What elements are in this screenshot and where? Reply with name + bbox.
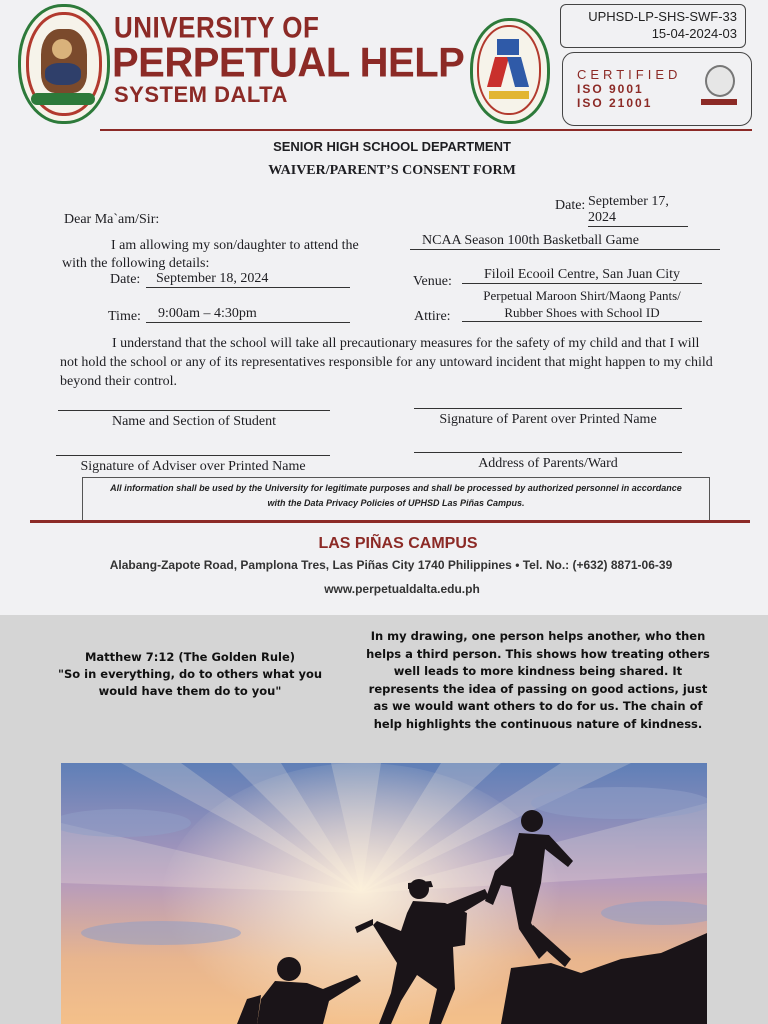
footer-divider (30, 520, 750, 523)
time-value: 9:00am – 4:30pm (146, 306, 350, 323)
department-heading: SENIOR HIGH SCHOOL DEPARTMENT (273, 139, 511, 154)
time-label: Time: (108, 309, 141, 324)
liability-statement: I understand that the school will take all precautionary measures for the safety of my child and that I will not hold the school or any of its representatives responsible for any untoward incident that might happen to my child beyond their control. (60, 336, 713, 389)
verse-title: Matthew 7:12 (The Golden Rule) (84, 650, 296, 664)
parent-signature-label: Signature of Parent over Printed Name (439, 412, 657, 427)
privacy-notice-box (82, 477, 710, 521)
attire-value-line1: Perpetual Maroon Shirt/Maong Pants/ (483, 288, 681, 303)
parent-signature-line (414, 408, 682, 409)
student-name-label: Name and Section of Student (111, 414, 277, 429)
privacy-notice-line1: All information shall be used by the University for legitimate purposes and shall be processed by authorized personnel in accordance (110, 483, 682, 493)
event-name-text: NCAA Season 100th Basketball Game (422, 233, 639, 248)
certified-label: CERTIFIED (577, 67, 682, 82)
venue-label: Venue: (413, 274, 452, 289)
form-title: WAIVER/PARENT’S CONSENT FORM (268, 163, 516, 178)
form-date-value: September 17, 2024 (588, 194, 688, 227)
salutation: Dear Ma`am/Sir: (64, 212, 160, 227)
form-code-box (560, 4, 746, 48)
form-code: UPHSD-LP-SHS-SWF-33 (588, 9, 737, 24)
certification-mark-icon (705, 65, 735, 97)
university-name-line1: UNIVERSITY OF (114, 9, 320, 45)
event-date-label: Date: (110, 272, 141, 287)
form-date-label: Date: (555, 198, 586, 213)
privacy-notice-line2: with the Data Privacy Policies of UPHSD Las Piñas Campus. (267, 498, 525, 508)
event-name (410, 233, 720, 250)
senior-high-school-seal-logo (470, 18, 550, 124)
university-name-line2: PERPETUAL HELP (112, 39, 465, 87)
attire-label: Attire: (414, 309, 451, 324)
verse-text: "So in everything, do to others what you would have them do to you" (57, 667, 323, 698)
allow-statement: I am allowing my son/daughter to attend the (111, 238, 359, 253)
form-revision-date: 15-04-2024-03 (651, 26, 737, 41)
campus-name: LAS PIÑAS CAMPUS (318, 535, 478, 552)
iso-9001-label: ISO 9001 (577, 82, 644, 96)
venue-value: Filoil Ecooil Centre, San Juan City (462, 267, 702, 284)
attire-value-line2: Rubber Shoes with School ID (462, 305, 702, 322)
university-seal-logo (18, 4, 110, 124)
reflection-text: In my drawing, one person helps another, who then helps a third person. This shows how treating others well leads to more kindness being shared. It represents the idea of passing on good actions, just as we would want others to do for us. The chain of help highlights the continuous nature of kindness. (366, 629, 710, 731)
campus-website: www.perpetualdalta.edu.ph (324, 582, 480, 596)
adviser-signature-line (56, 455, 330, 456)
campus-address: Alabang-Zapote Road, Pamplona Tres, Las Piñas City 1740 Philippines • Tel. No.: (+632) 8871-06-39 (109, 558, 673, 572)
student-name-line (58, 410, 330, 411)
event-date-value: September 18, 2024 (146, 271, 350, 288)
adviser-signature-label: Signature of Adviser over Printed Name (80, 459, 306, 474)
reflection-panel (0, 615, 768, 1024)
header-divider (100, 129, 752, 131)
helping-hands-illustration (61, 763, 707, 1024)
address-line (414, 452, 682, 453)
iso-certification-box (562, 52, 752, 126)
address-label: Address of Parents/Ward (478, 456, 618, 471)
university-name-line3: SYSTEM DALTA (114, 82, 288, 107)
iso-21001-label: ISO 21001 (577, 96, 653, 110)
details-intro: with the following details: (62, 256, 210, 271)
